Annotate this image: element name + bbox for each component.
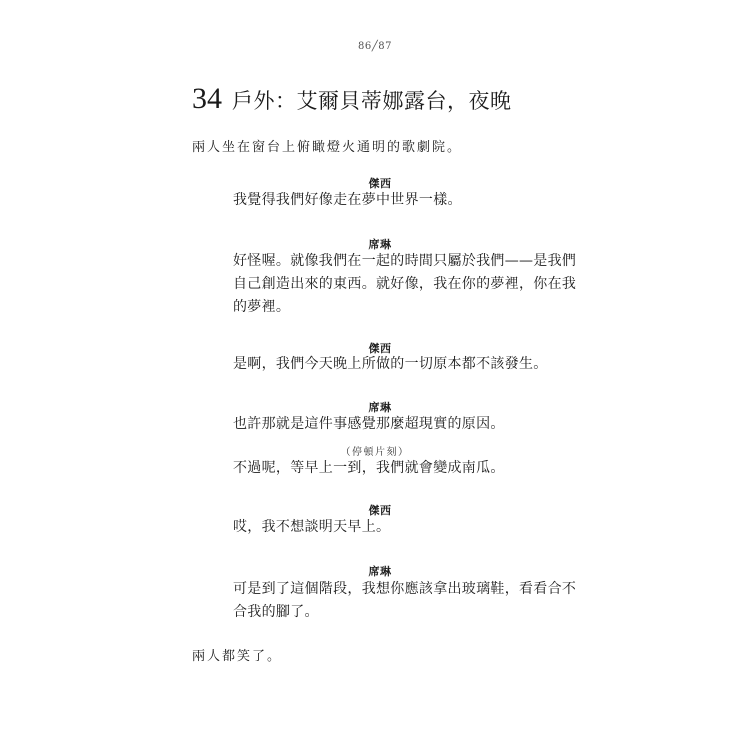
action-line-close: 兩人都笑了。 <box>192 649 283 664</box>
dialogue <box>233 578 577 624</box>
action-line-open: 兩人坐在窗台上俯瞰燈火通明的歌劇院。 <box>192 140 463 155</box>
page-number: 86╱87 <box>358 41 392 52</box>
dialogue <box>233 457 543 480</box>
dialogue-line: 可是到了這個階段，我想你應該拿出玻璃鞋，看看合不 <box>233 581 577 597</box>
scene-heading <box>192 82 512 116</box>
character-name: 傑西 <box>368 342 392 355</box>
dialogue-line: 哎，我不想談明天早上。 <box>233 519 391 535</box>
scene-title: 戶外：艾爾貝蒂娜露台，夜晚 <box>232 89 512 113</box>
character-name: 席琳 <box>368 565 392 578</box>
dialogue-line: 我覺得我們好像走在夢中世界一樣。 <box>233 192 462 208</box>
dialogue <box>233 516 543 539</box>
dialogue-line: 不過呢，等早上一到，我們就會變成南瓜。 <box>233 460 505 476</box>
dialogue-line: 合我的腳了。 <box>233 604 319 620</box>
dialogue <box>233 353 548 376</box>
character-name: 傑西 <box>368 504 392 517</box>
dialogue-line: 是啊，我們今天晚上所做的一切原本都不該發生。 <box>233 356 548 372</box>
character-name: 席琳 <box>368 401 392 414</box>
dialogue <box>233 189 543 212</box>
dialogue-line: 自己創造出來的東西。就好像，我在你的夢裡，你在我 <box>233 276 577 292</box>
dialogue-line: 也許那就是這件事感覺那麼超現實的原因。 <box>233 416 505 432</box>
character-name: 傑西 <box>368 177 392 190</box>
dialogue <box>233 250 577 319</box>
scene-number: 34 <box>192 82 222 115</box>
dialogue-line: 的夢裡。 <box>233 299 291 315</box>
character-name: 席琳 <box>368 238 392 251</box>
parenthetical: （停頓片刻） <box>340 447 410 458</box>
dialogue <box>233 413 543 436</box>
dialogue-line: 好怪喔。就像我們在一起的時間只屬於我們——是我們 <box>233 253 577 269</box>
